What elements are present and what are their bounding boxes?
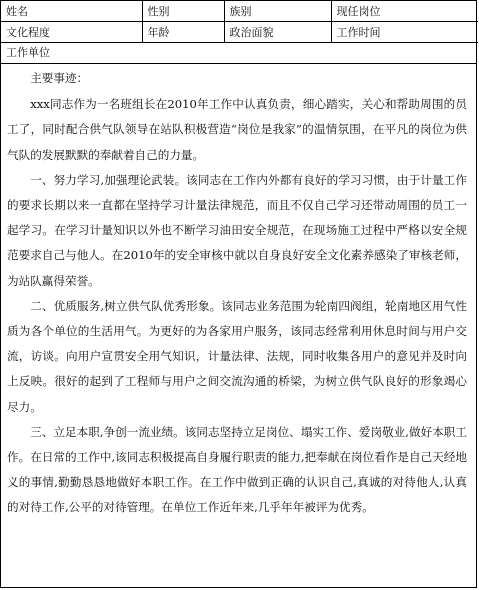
age-label: 年龄: [142, 22, 224, 43]
political-status-label: 政治面貌: [224, 22, 331, 43]
main-deeds-label: 主要事迹：: [30, 71, 89, 85]
education-label: 文化程度: [1, 22, 142, 43]
work-unit-label: 工作单位: [1, 43, 476, 64]
work-start-time-label: 工作时间: [331, 22, 478, 43]
main-deeds-section: [1, 64, 476, 521]
name-label: 姓名: [1, 1, 142, 22]
info-row-1: [1, 1, 478, 22]
current-position-label: 现任岗位: [331, 1, 478, 22]
ethnicity-label: 族别: [224, 1, 331, 22]
intro-paragraph: xxx同志作为一名班组长在2010年工作中认真负责，细心踏实，关心和帮助周围的员工了，同时配合供气队领导在站队积极营造“岗位是我家”的温情氛围，在平凡的岗位为供气队的发展默默的奉献着自己的力量。: [7, 97, 467, 162]
service-paragraph: 二、优质服务,树立供气队优秀形象。该同志业务范围为轮南四阀组，轮南地区用气性质为各个单位的生活用气。为更好的为各家用户服务，该同志经常利用休息时间与用户交流，访谈。向用户宣贯安全用气知识，计量法律、法规，同时收集各用户的意见并及时向上反映。很好的起到了工程师与用户之间交流沟通的桥梁，为树立供气队良好的形象竭心尽力。: [7, 298, 467, 414]
performance-paragraph: 三、立足本职,争创一流业绩。该同志坚持立足岗位、塌实工作、爱岗敬业,做好本职工作。在日常的工作中,该同志积极提高自身履行职责的能力,把奉献在岗位看作是自己天经地义的事情,勤勤恳恳地做好本职工作。在工作中做到正确的认识自己,真诚的对待他人,认真的对待工作,公平的对待管理。在单位工作近年来,几乎年年被评为优秀。: [7, 424, 467, 515]
info-table: [1, 1, 478, 43]
info-row-2: [1, 22, 478, 43]
gender-label: 性别: [142, 1, 224, 22]
study-paragraph: 一、努力学习,加强理论武装。该同志在工作内外都有良好的学习习惯，由于计量工作的要求长期以来一直都在坚持学习计量法律规范，而且不仅自己学习还带动周围的员工一起学习。在学习计量知识以外也不断学习油田安全规范，在现场施工过程中严格以安全规范要求自己与他人。在2010年的安全审核中就以自身良好安全文化素养感染了审核老师，为站队赢得荣誉。: [7, 172, 467, 288]
